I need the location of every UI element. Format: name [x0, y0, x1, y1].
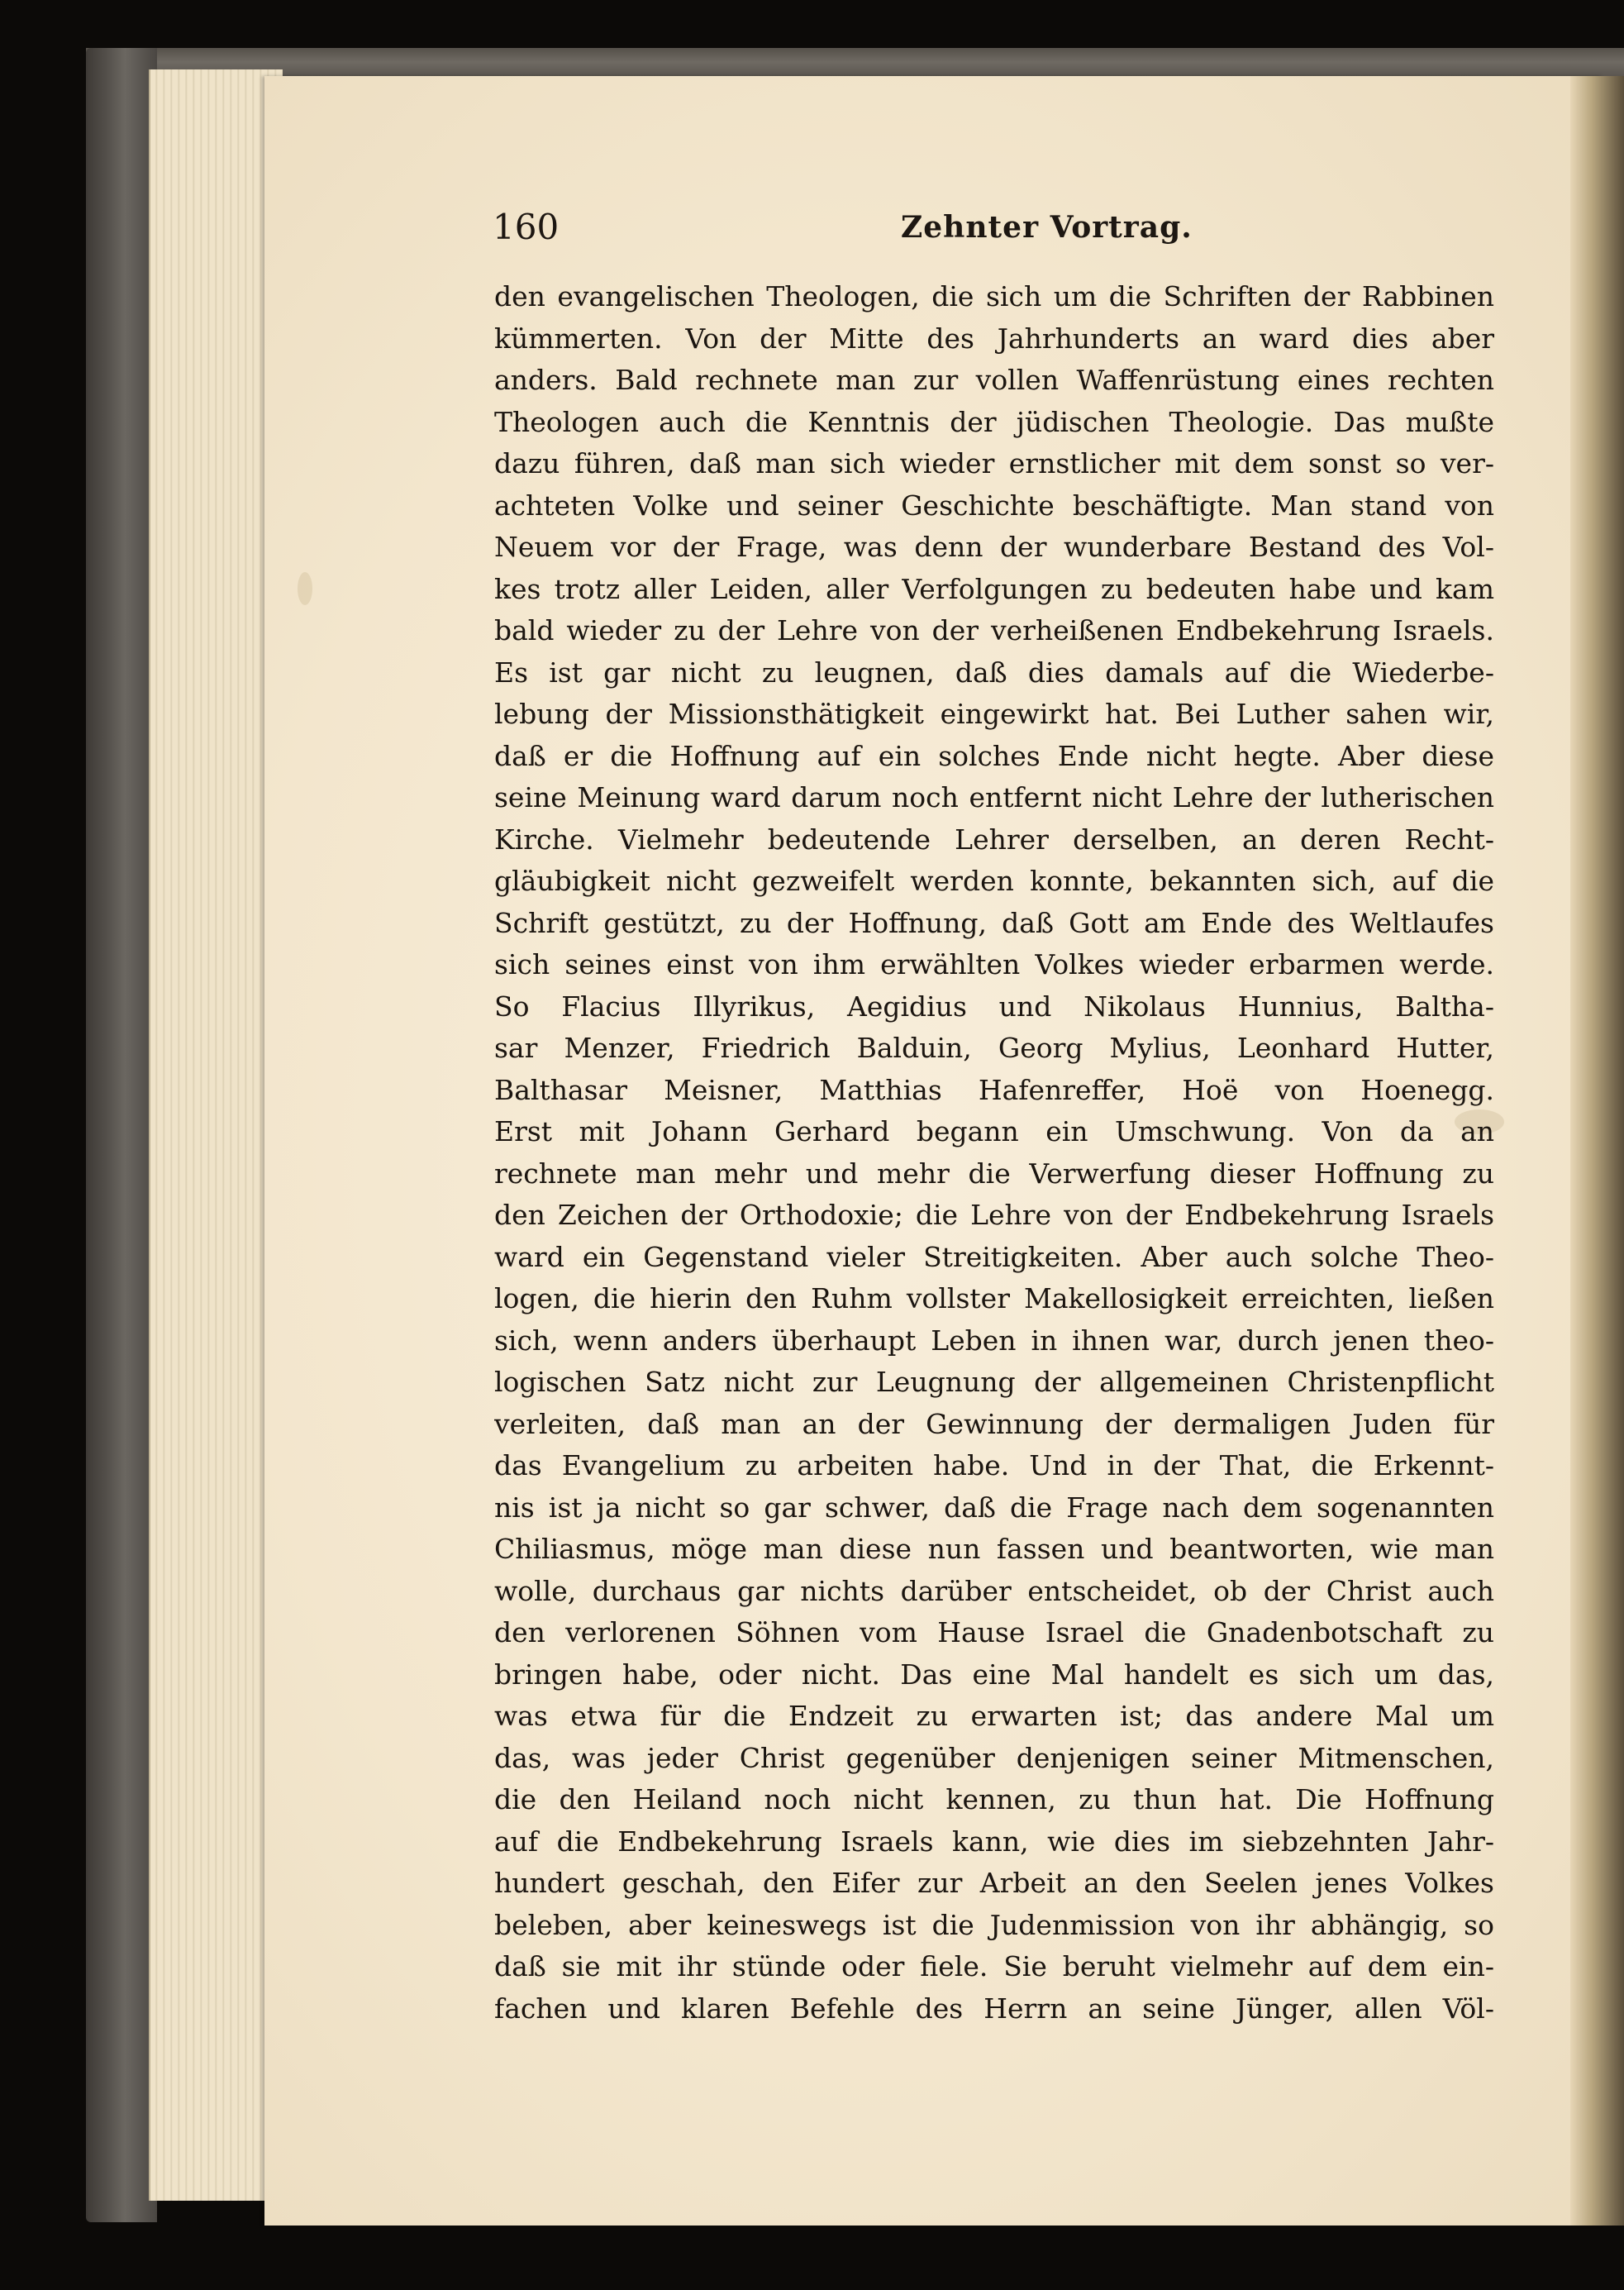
page-number: 160: [493, 207, 560, 247]
text-line: dazu führen, daß man sich wieder ernstlicher mit dem sonst so ver-: [494, 447, 1494, 479]
text-line: lebung der Missionsthätigkeit eingewirkt hat. Bei Luther sahen wir,: [494, 698, 1494, 730]
text-line: auf die Endbekehrung Israels kann, wie dies im siebzehnten Jahr-: [494, 1825, 1494, 1858]
text-line: was etwa für die Endzeit zu erwarten ist; das andere Mal um: [494, 1700, 1494, 1732]
text-line: daß sie mit ihr stünde oder fiele. Sie beruht vielmehr auf dem ein-: [494, 1950, 1494, 1982]
text-line: kümmerten. Von der Mitte des Jahrhunderts an ward dies aber: [494, 322, 1494, 355]
text-line: bald wieder zu der Lehre von der verheißenen Endbekehrung Israels.: [494, 614, 1494, 646]
text-line: das, was jeder Christ gegenüber denjenigen seiner Mitmenschen,: [494, 1741, 1494, 1774]
text-line: Neuem vor der Frage, was denn der wunderbare Bestand des Vol-: [494, 531, 1494, 563]
book-cover-top-edge: [86, 48, 1624, 76]
text-line: So Flacius Illyrikus, Aegidius und Nikolaus Hunnius, Baltha-: [494, 990, 1494, 1023]
text-line: bringen habe, oder nicht. Das eine Mal handelt es sich um das,: [494, 1658, 1494, 1691]
text-line: Balthasar Meisner, Matthias Hafenreffer, Hoë von Hoenegg.: [494, 1073, 1494, 1106]
text-line: kes trotz aller Leiden, aller Verfolgungen zu bedeuten habe und kam: [494, 572, 1494, 605]
text-line: logischen Satz nicht zur Leugnung der allgemeinen Christenpflicht: [494, 1366, 1494, 1398]
text-line: logen, die hierin den Ruhm vollster Makellosigkeit erreichten, ließen: [494, 1282, 1494, 1314]
text-line: Chiliasmus, möge man diese nun fassen und beantworten, wie man: [494, 1533, 1494, 1565]
paper-stain: [298, 572, 312, 605]
text-line: daß er die Hoffnung auf ein solches Ende nicht hegte. Aber diese: [494, 739, 1494, 772]
body-text: [494, 276, 1494, 2030]
text-line: wolle, durchaus gar nichts darüber entscheidet, ob der Christ auch: [494, 1574, 1494, 1607]
text-line: Theologen auch die Kenntnis der jüdischen Theologie. Das mußte: [494, 405, 1494, 438]
text-line: rechnete man mehr und mehr die Verwerfung dieser Hoffnung zu: [494, 1157, 1494, 1190]
text-line: anders. Bald rechnete man zur vollen Waffenrüstung eines rechten: [494, 364, 1494, 396]
text-line: die den Heiland noch nicht kennen, zu thun hat. Die Hoffnung: [494, 1783, 1494, 1815]
text-line: den Zeichen der Orthodoxie; die Lehre von der Endbekehrung Israels: [494, 1199, 1494, 1231]
text-line: gläubigkeit nicht gezweifelt werden konnte, bekannten sich, auf die: [494, 865, 1494, 897]
page-stack-edges: [149, 69, 283, 2201]
text-line: seine Meinung ward darum noch entfernt nicht Lehre der lutherischen: [494, 781, 1494, 813]
text-line: hundert geschah, den Eifer zur Arbeit an den Seelen jenes Volkes: [494, 1867, 1494, 1899]
text-line: sich, wenn anders überhaupt Leben in ihnen war, durch jenen theo-: [494, 1324, 1494, 1357]
text-line: ward ein Gegenstand vieler Streitigkeiten. Aber auch solche Theo-: [494, 1240, 1494, 1273]
text-line: Schrift gestützt, zu der Hoffnung, daß Gott am Ende des Weltlaufes: [494, 906, 1494, 939]
text-line: Kirche. Vielmehr bedeutende Lehrer derselben, an deren Recht-: [494, 823, 1494, 856]
text-line: Es ist gar nicht zu leugnen, daß dies damals auf die Wiederbe-: [494, 656, 1494, 689]
text-line: sich seines einst von ihm erwählten Volkes wieder erbarmen werde.: [494, 948, 1494, 980]
text-line: achteten Volke und seiner Geschichte beschäftigte. Man stand von: [494, 489, 1494, 522]
text-line: beleben, aber keineswegs ist die Judenmission von ihr abhängig, so: [494, 1908, 1494, 1941]
text-line: Erst mit Johann Gerhard begann ein Umschwung. Von da an: [494, 1115, 1494, 1147]
text-line: sar Menzer, Friedrich Balduin, Georg Mylius, Leonhard Hutter,: [494, 1032, 1494, 1064]
book-spine-edge: [86, 48, 157, 2222]
text-line: fachen und klaren Befehle des Herrn an seine Jünger, allen Völ-: [494, 1992, 1494, 2025]
text-line: den verlorenen Söhnen vom Hause Israel die Gnadenbotschaft zu: [494, 1616, 1494, 1648]
text-line: das Evangelium zu arbeiten habe. Und in der That, die Erkennt-: [494, 1449, 1494, 1481]
running-head: Zehnter Vortrag.: [901, 210, 1193, 245]
text-line: nis ist ja nicht so gar schwer, daß die Frage nach dem sogenannten: [494, 1491, 1494, 1524]
text-line: den evangelischen Theologen, die sich um die Schriften der Rabbinen: [494, 280, 1494, 312]
text-line: verleiten, daß man an der Gewinnung der dermaligen Juden für: [494, 1407, 1494, 1440]
page-gutter: [1570, 76, 1624, 2226]
